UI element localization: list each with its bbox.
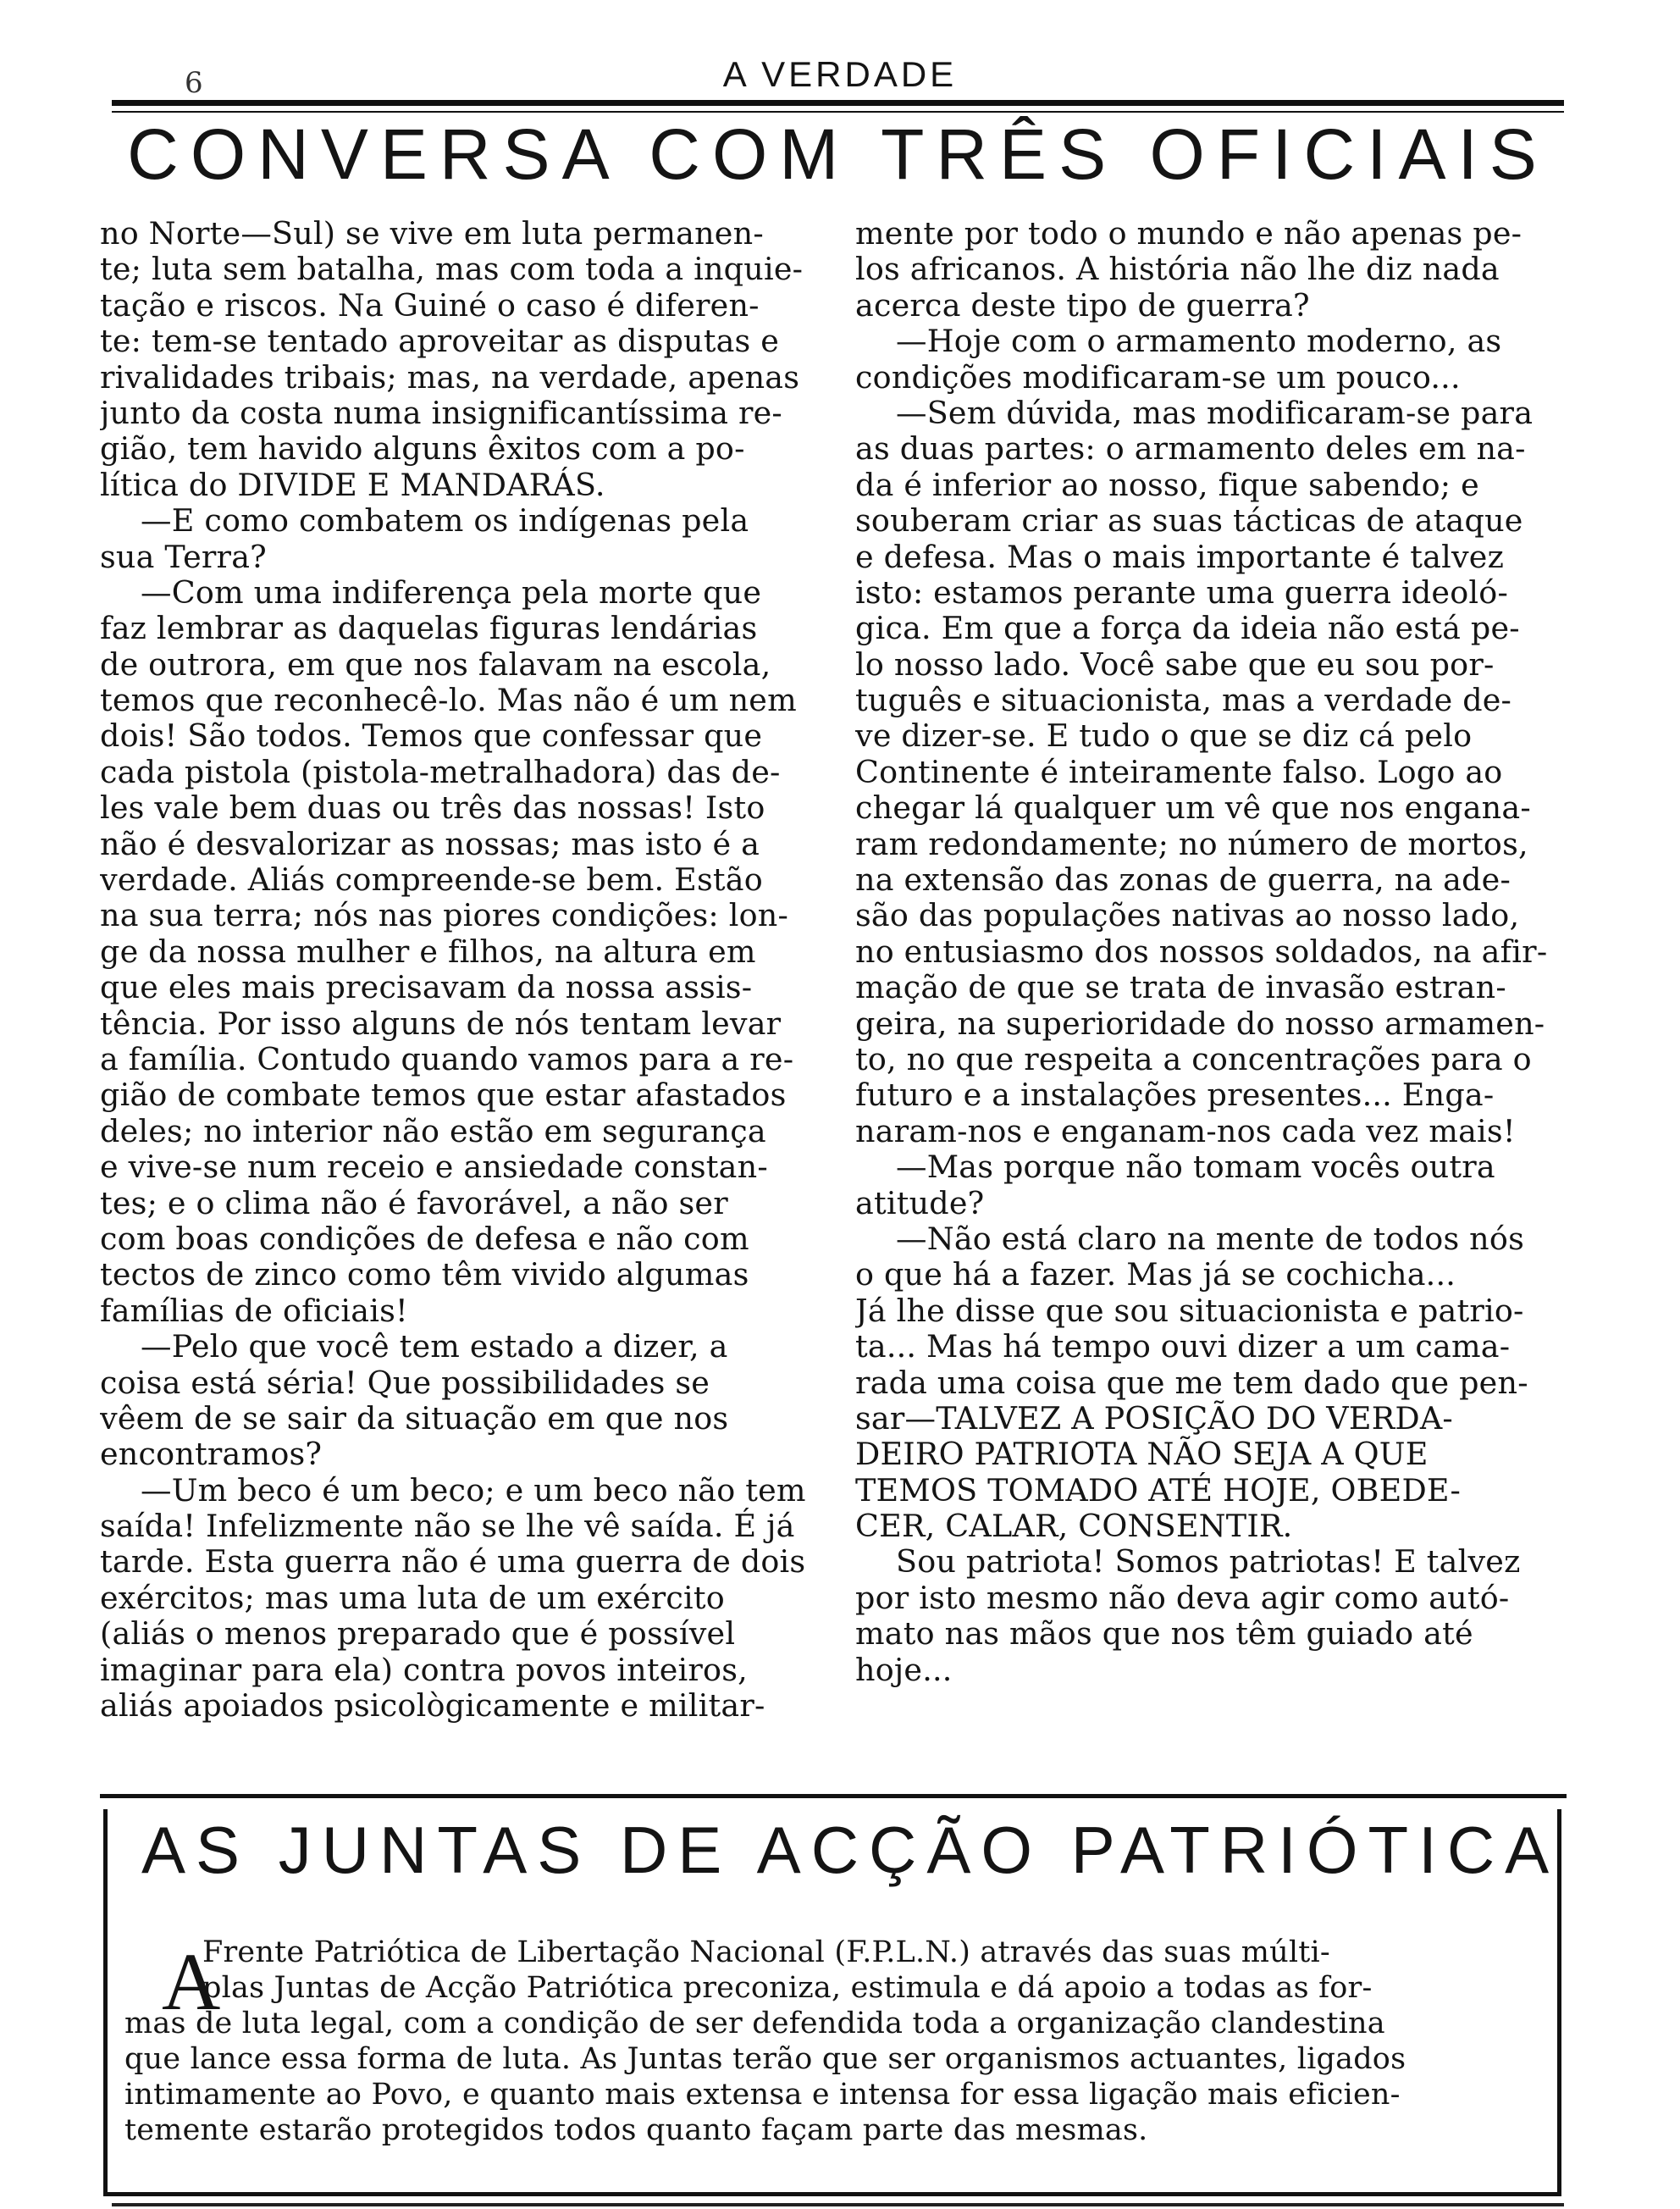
article-line: rivalidades tribais; mas, na verdade, apenas <box>100 358 800 396</box>
masthead: A VERDADE <box>722 54 958 94</box>
notice-body <box>124 1935 1547 2148</box>
article-line: to, no que respeita a concentrações para o <box>855 1040 1532 1077</box>
article-line: aliás apoiados psicològicamente e militar- <box>100 1687 765 1725</box>
article-line: exércitos; mas uma luta de um exército <box>100 1579 725 1616</box>
article-line: —Não está claro na mente de todos nós <box>896 1220 1524 1257</box>
article-line: encontramos? <box>100 1436 323 1473</box>
article-line: les vale bem duas ou três das nossas! Isto <box>100 789 765 827</box>
article-line: —Um beco é um beco; e um beco não tem <box>141 1471 806 1509</box>
notice-line: Frente Patriótica de Libertação Nacional (F.P.L.N.) através das suas múlti- <box>202 1935 1330 1969</box>
article-line: por isto mesmo não deva agir como autó- <box>855 1579 1510 1616</box>
article-line: hoje... <box>855 1651 953 1688</box>
article-line: na sua terra; nós nas piores condições: lon- <box>100 897 789 934</box>
article-line: cada pistola (pistola-metralhadora) das de- <box>100 753 781 790</box>
article-line: mente por todo o mundo e não apenas pe- <box>855 216 1522 252</box>
article-line: ve dizer-se. E tudo o que se diz cá pelo <box>855 717 1473 755</box>
article-line: TEMOS TOMADO ATÉ HOJE, OBEDE- <box>855 1471 1461 1509</box>
article-line: futuro e a instalações presentes... Enga- <box>855 1077 1495 1114</box>
article-line: imaginar para ela) contra povos inteiros, <box>100 1651 748 1688</box>
article-line: (aliás o menos preparado que é possível <box>100 1615 736 1653</box>
article-line: tarde. Esta guerra não é uma guerra de dois <box>100 1543 806 1581</box>
article-line: e defesa. Mas o mais importante é talvez <box>855 538 1505 575</box>
article-line: —Sem dúvida, mas modificaram-se para <box>896 394 1534 431</box>
article-line: te; luta sem batalha, mas com toda a inquie- <box>100 251 804 288</box>
article-line: —E como combatem os indígenas pela <box>141 502 749 540</box>
header-rule <box>112 100 1564 106</box>
article-left-column <box>100 216 828 1783</box>
article-line: —Com uma indiferença pela morte que <box>141 573 762 611</box>
notice-line: intimamente ao Povo, e quanto mais extensa e intensa for essa ligação mais eficien- <box>124 2078 1401 2112</box>
notice-box <box>103 1809 1561 2196</box>
article-line: isto: estamos perante uma guerra ideoló- <box>855 573 1508 611</box>
notice-line: que lance essa forma de luta. As Juntas terão que ser organismos actuantes, ligados <box>124 2042 1406 2076</box>
article-line: saída! Infelizmente não se lhe vê saída. É já <box>100 1508 795 1545</box>
article-line: Sou patriota! Somos patriotas! E talvez <box>896 1543 1521 1581</box>
article-line: —Pelo que você tem estado a dizer, a <box>141 1328 728 1365</box>
article-line: o que há a fazer. Mas já se cochicha... <box>855 1256 1456 1293</box>
article-line: famílias de oficiais! <box>100 1292 408 1329</box>
notice-line: temente estarão protegidos todos quanto façam parte das mesmas. <box>124 2113 1148 2147</box>
article-line: acerca deste tipo de guerra? <box>855 286 1310 324</box>
article-line: naram-nos e enganam-nos cada vez mais! <box>855 1112 1516 1149</box>
notice-dropcap: A <box>162 1936 221 2027</box>
article-line: junto da costa numa insignificantíssima re- <box>100 394 782 431</box>
article-line: no Norte—Sul) se vive em luta permanen- <box>100 216 764 252</box>
article-line: condições modificaram-se um pouco... <box>855 358 1461 396</box>
article-line: ta... Mas há tempo ouvi dizer a um cama- <box>855 1328 1511 1365</box>
article-line: CER, CALAR, CONSENTIR. <box>855 1508 1293 1545</box>
article-line: chegar lá qualquer um vê que nos engana- <box>855 789 1531 827</box>
article-line: que eles mais precisavam da nossa assis- <box>100 969 753 1006</box>
article-line: sar—TALVEZ A POSIÇÃO DO VERDA- <box>855 1399 1453 1437</box>
article-line: rada uma coisa que me tem dado que pen- <box>855 1364 1528 1401</box>
article-line: —Mas porque não tomam vocês outra <box>896 1149 1495 1186</box>
article-line: ge da nossa mulher e filhos, na altura em <box>100 933 756 970</box>
article-right-column <box>855 216 1567 1783</box>
article-line: dois! São todos. Temos que confessar que <box>100 717 763 755</box>
header-rule-thin <box>112 111 1564 113</box>
article-line: são das populações nativas ao nosso lado, <box>855 897 1520 934</box>
article-line: gica. Em que a força da ideia não está pe- <box>855 610 1520 647</box>
article-line: mato nas mãos que nos têm guiado até <box>855 1615 1473 1653</box>
article-line: temos que reconhecê-lo. Mas não é um nem <box>100 682 797 719</box>
article-line: deles; no interior não estão em segurança <box>100 1112 766 1149</box>
article-line: na extensão das zonas de guerra, na ade- <box>855 861 1511 899</box>
page-number: 6 <box>185 66 203 100</box>
notice-title: AS JUNTAS DE ACÇÃO PATRIÓTICA <box>141 1813 1560 1887</box>
article-line: tuguês e situacionista, mas a verdade de- <box>855 682 1512 719</box>
article-line: no entusiasmo dos nossos soldados, na afir- <box>855 933 1548 970</box>
article-line: a família. Contudo quando vamos para a re- <box>100 1040 794 1077</box>
article-line: e vive-se num receio e ansiedade constan- <box>100 1149 768 1186</box>
notice-line: mas de luta legal, com a condição de ser defendida toda a organização clandestina <box>124 2007 1385 2040</box>
article-line: Continente é inteiramente falso. Logo ao <box>855 753 1503 790</box>
article-headline: CONVERSA COM TRÊS OFICIAIS <box>127 114 1549 194</box>
article-line: as duas partes: o armamento deles em na- <box>855 430 1526 468</box>
footer-rule <box>112 2203 1564 2206</box>
article-line: geira, na superioridade do nosso armamen- <box>855 1005 1545 1042</box>
article-line: Já lhe disse que sou situacionista e patrio- <box>855 1292 1524 1329</box>
article-line: gião, tem havido alguns êxitos com a po- <box>100 430 745 468</box>
article-line: tectos de zinco como têm vivido algumas <box>100 1256 749 1293</box>
article-line: los africanos. A história não lhe diz nada <box>855 251 1500 288</box>
article-line: lítica do DIVIDE E MANDARÁS. <box>100 466 605 503</box>
article-bottom-rule <box>100 1794 1567 1798</box>
article-line: sua Terra? <box>100 538 267 575</box>
article-line: mação de que se trata de invasão estran- <box>855 969 1506 1006</box>
article-line: coisa está séria! Que possibilidades se <box>100 1364 710 1401</box>
article-line: da é inferior ao nosso, fique sabendo; e <box>855 466 1479 503</box>
article-line: verdade. Aliás compreende-se bem. Estão <box>100 861 763 899</box>
article-line: não é desvalorizar as nossas; mas isto é a <box>100 825 760 862</box>
article-line: faz lembrar as daquelas figuras lendárias <box>100 610 758 647</box>
notice-line: plas Juntas de Acção Patriótica preconiza, estimula e dá apoio a todas as for- <box>202 1971 1373 2005</box>
article-line: te: tem-se tentado aproveitar as disputas e <box>100 323 780 360</box>
article-line: ram redondamente; no número de mortos, <box>855 825 1528 862</box>
article-line: atitude? <box>855 1184 985 1221</box>
article-line: com boas condições de defesa e não com <box>100 1220 749 1257</box>
article-line: DEIRO PATRIOTA NÃO SEJA A QUE <box>855 1436 1429 1473</box>
article-line: —Hoje com o armamento moderno, as <box>896 323 1502 360</box>
article-line: tência. Por isso alguns de nós tentam levar <box>100 1005 782 1042</box>
article-line: tação e riscos. Na Guiné o caso é diferen- <box>100 286 760 324</box>
article-line: de outrora, em que nos falavam na escola, <box>100 645 771 683</box>
article-line: souberam criar as suas tácticas de ataque <box>855 502 1523 540</box>
article-line: tes; e o clima não é favorável, a não ser <box>100 1184 728 1221</box>
article-line: lo nosso lado. Você sabe que eu sou por- <box>855 645 1495 683</box>
article-line: gião de combate temos que estar afastados <box>100 1077 787 1114</box>
article-line: vêem de se sair da situação em que nos <box>100 1399 729 1437</box>
